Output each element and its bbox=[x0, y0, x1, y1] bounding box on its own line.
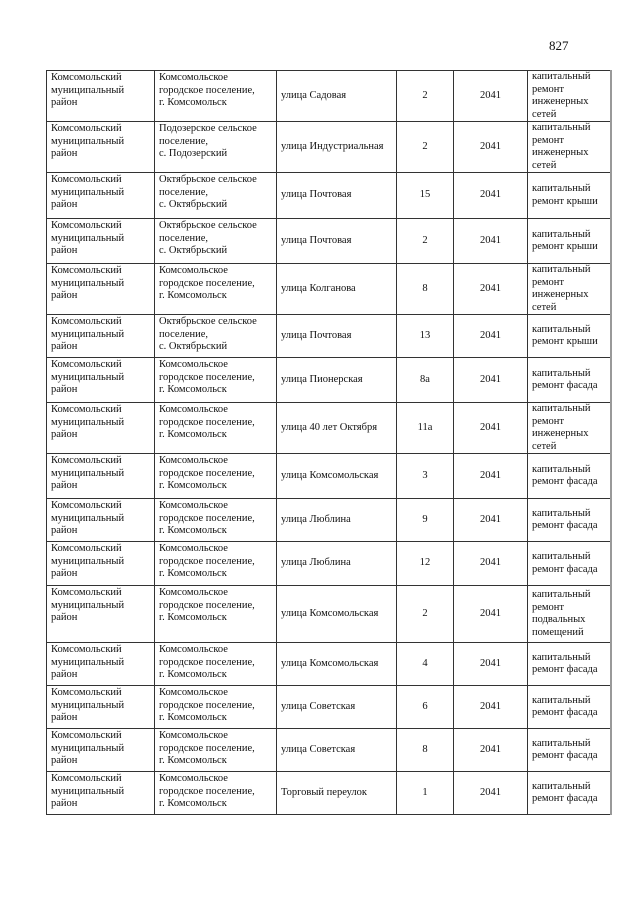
district-cell: Комсомольский муниципальный район bbox=[47, 219, 155, 264]
settlement-cell bbox=[155, 772, 277, 815]
settlement-cell bbox=[155, 499, 277, 542]
street-cell: улица Почтовая bbox=[277, 173, 397, 219]
district-cell: Комсомольский муниципальный район bbox=[47, 686, 155, 729]
work-type-cell: капитальный ремонт инженерных сетей bbox=[528, 71, 611, 122]
table-row bbox=[47, 729, 611, 772]
work-type-cell: капитальный ремонт фасада bbox=[528, 499, 611, 542]
settlement-line: г. Комсомольск bbox=[159, 97, 227, 108]
settlement-cell bbox=[155, 71, 277, 122]
settlement-cell bbox=[155, 315, 277, 358]
settlement-line: Комсомольское bbox=[159, 644, 228, 655]
table-row bbox=[47, 264, 611, 315]
year-cell: 2041 bbox=[454, 643, 528, 686]
settlement-line: городское поселение, bbox=[159, 656, 255, 668]
house-number-cell: 8а bbox=[397, 358, 454, 403]
settlement-line: Комсомольское bbox=[159, 404, 228, 415]
street-cell: улица Люблина bbox=[277, 499, 397, 542]
settlement-line: Комсомольское bbox=[159, 359, 228, 370]
settlement-line: Октябрьское сельское bbox=[159, 220, 257, 231]
street-cell: улица Комсомольская bbox=[277, 643, 397, 686]
table-row bbox=[47, 686, 611, 729]
year-cell: 2041 bbox=[454, 173, 528, 219]
year-cell: 2041 bbox=[454, 586, 528, 643]
settlement-cell bbox=[155, 686, 277, 729]
settlement-line: г. Комсомольск bbox=[159, 290, 227, 301]
house-number-cell: 13 bbox=[397, 315, 454, 358]
house-number-cell: 2 bbox=[397, 71, 454, 122]
street-cell: улица Индустриальная bbox=[277, 122, 397, 173]
settlement-cell bbox=[155, 729, 277, 772]
year-cell: 2041 bbox=[454, 122, 528, 173]
house-number-cell: 2 bbox=[397, 586, 454, 643]
settlement-cell bbox=[155, 264, 277, 315]
settlement-cell bbox=[155, 542, 277, 586]
settlement-line: городское поселение, bbox=[159, 467, 255, 479]
work-type-cell: капитальный ремонт инженерных сетей bbox=[528, 264, 611, 315]
house-number-cell: 4 bbox=[397, 643, 454, 686]
settlement-cell bbox=[155, 403, 277, 454]
year-cell: 2041 bbox=[454, 358, 528, 403]
year-cell: 2041 bbox=[454, 454, 528, 499]
settlement-line: городское поселение, bbox=[159, 699, 255, 711]
settlement-line: поселение, bbox=[159, 135, 209, 147]
table-row bbox=[47, 772, 611, 815]
district-cell: Комсомольский муниципальный район bbox=[47, 586, 155, 643]
street-cell: улица Комсомольская bbox=[277, 454, 397, 499]
year-cell: 2041 bbox=[454, 499, 528, 542]
house-number-cell: 3 bbox=[397, 454, 454, 499]
settlement-line: г. Комсомольск bbox=[159, 669, 227, 680]
table-row bbox=[47, 173, 611, 219]
settlement-line: г. Комсомольск bbox=[159, 612, 227, 623]
settlement-cell bbox=[155, 173, 277, 219]
street-cell: улица Советская bbox=[277, 729, 397, 772]
house-number-cell: 12 bbox=[397, 542, 454, 586]
settlement-line: г. Комсомольск bbox=[159, 568, 227, 579]
settlement-line: Комсомольское bbox=[159, 265, 228, 276]
street-cell: улица Почтовая bbox=[277, 219, 397, 264]
work-type-cell: капитальный ремонт фасада bbox=[528, 643, 611, 686]
district-cell: Комсомольский муниципальный район bbox=[47, 264, 155, 315]
year-cell: 2041 bbox=[454, 403, 528, 454]
street-cell: улица Советская bbox=[277, 686, 397, 729]
settlement-line: городское поселение, bbox=[159, 512, 255, 524]
work-type-cell: капитальный ремонт фасада bbox=[528, 542, 611, 586]
street-cell: улица Комсомольская bbox=[277, 586, 397, 643]
settlement-cell bbox=[155, 586, 277, 643]
settlement-cell bbox=[155, 122, 277, 173]
settlement-cell bbox=[155, 454, 277, 499]
settlement-line: с. Подозерский bbox=[159, 148, 228, 159]
street-cell: улица Садовая bbox=[277, 71, 397, 122]
settlement-line: городское поселение, bbox=[159, 416, 255, 428]
settlement-cell bbox=[155, 219, 277, 264]
table-row bbox=[47, 403, 611, 454]
house-number-cell: 2 bbox=[397, 219, 454, 264]
settlement-line: Комсомольское bbox=[159, 500, 228, 511]
table-row bbox=[47, 454, 611, 499]
settlement-line: Комсомольское bbox=[159, 687, 228, 698]
settlement-line: поселение, bbox=[159, 186, 209, 198]
table-row bbox=[47, 219, 611, 264]
work-type-cell: капитальный ремонт фасада bbox=[528, 729, 611, 772]
year-cell: 2041 bbox=[454, 772, 528, 815]
settlement-line: городское поселение, bbox=[159, 555, 255, 567]
settlement-line: Комсомольское bbox=[159, 730, 228, 741]
table-row bbox=[47, 542, 611, 586]
settlement-cell bbox=[155, 643, 277, 686]
work-type-cell: капитальный ремонт фасада bbox=[528, 358, 611, 403]
district-cell: Комсомольский муниципальный район bbox=[47, 315, 155, 358]
table-row bbox=[47, 122, 611, 173]
house-number-cell: 2 bbox=[397, 122, 454, 173]
settlement-line: с. Октябрьский bbox=[159, 199, 228, 210]
house-number-cell: 1 bbox=[397, 772, 454, 815]
settlement-line: поселение, bbox=[159, 328, 209, 340]
year-cell: 2041 bbox=[454, 71, 528, 122]
settlement-line: городское поселение, bbox=[159, 371, 255, 383]
year-cell: 2041 bbox=[454, 219, 528, 264]
year-cell: 2041 bbox=[454, 686, 528, 729]
district-cell: Комсомольский муниципальный район bbox=[47, 122, 155, 173]
table-row bbox=[47, 358, 611, 403]
year-cell: 2041 bbox=[454, 264, 528, 315]
settlement-line: Октябрьское сельское bbox=[159, 174, 257, 185]
settlement-line: Комсомольское bbox=[159, 773, 228, 784]
settlement-line: поселение, bbox=[159, 232, 209, 244]
settlement-line: городское поселение, bbox=[159, 742, 255, 754]
table-row bbox=[47, 643, 611, 686]
settlement-line: с. Октябрьский bbox=[159, 245, 228, 256]
street-cell: улица Колганова bbox=[277, 264, 397, 315]
house-number-cell: 6 bbox=[397, 686, 454, 729]
work-type-cell: капитальный ремонт подвальных помещений bbox=[528, 586, 611, 643]
work-type-cell: капитальный ремонт крыши bbox=[528, 173, 611, 219]
district-cell: Комсомольский муниципальный район bbox=[47, 729, 155, 772]
district-cell: Комсомольский муниципальный район bbox=[47, 499, 155, 542]
settlement-line: Октябрьское сельское bbox=[159, 316, 257, 327]
settlement-line: Комсомольское bbox=[159, 543, 228, 554]
year-cell: 2041 bbox=[454, 542, 528, 586]
district-cell: Комсомольский муниципальный район bbox=[47, 403, 155, 454]
settlement-line: г. Комсомольск bbox=[159, 384, 227, 395]
settlement-line: городское поселение, bbox=[159, 785, 255, 797]
settlement-cell bbox=[155, 358, 277, 403]
house-number-cell: 11а bbox=[397, 403, 454, 454]
settlement-line: Комсомольское bbox=[159, 587, 228, 598]
settlement-line: г. Комсомольск bbox=[159, 755, 227, 766]
work-type-cell: капитальный ремонт фасада bbox=[528, 772, 611, 815]
year-cell: 2041 bbox=[454, 315, 528, 358]
house-number-cell: 9 bbox=[397, 499, 454, 542]
work-type-cell: капитальный ремонт фасада bbox=[528, 454, 611, 499]
page-number: 827 bbox=[549, 38, 569, 53]
settlement-line: городское поселение, bbox=[159, 277, 255, 289]
work-type-cell: капитальный ремонт инженерных сетей bbox=[528, 403, 611, 454]
work-type-cell: капитальный ремонт крыши bbox=[528, 315, 611, 358]
street-cell: Торговый переулок bbox=[277, 772, 397, 815]
settlement-line: Подозерское сельское bbox=[159, 123, 257, 134]
settlement-line: с. Октябрьский bbox=[159, 341, 228, 352]
street-cell: улица Люблина bbox=[277, 542, 397, 586]
table-row bbox=[47, 71, 611, 122]
settlement-line: Комсомольское bbox=[159, 455, 228, 466]
district-cell: Комсомольский муниципальный район bbox=[47, 772, 155, 815]
house-number-cell: 8 bbox=[397, 729, 454, 772]
table-row bbox=[47, 315, 611, 358]
work-type-cell: капитальный ремонт фасада bbox=[528, 686, 611, 729]
district-cell: Комсомольский муниципальный район bbox=[47, 542, 155, 586]
district-cell: Комсомольский муниципальный район bbox=[47, 173, 155, 219]
settlement-line: г. Комсомольск bbox=[159, 712, 227, 723]
year-cell: 2041 bbox=[454, 729, 528, 772]
work-type-cell: капитальный ремонт крыши bbox=[528, 219, 611, 264]
work-type-cell: капитальный ремонт инженерных сетей bbox=[528, 122, 611, 173]
street-cell: улица Почтовая bbox=[277, 315, 397, 358]
settlement-line: Комсомольское bbox=[159, 72, 228, 83]
settlement-line: г. Комсомольск bbox=[159, 429, 227, 440]
street-cell: улица 40 лет Октября bbox=[277, 403, 397, 454]
street-cell: улица Пионерская bbox=[277, 358, 397, 403]
district-cell: Комсомольский муниципальный район bbox=[47, 71, 155, 122]
repair-schedule-table bbox=[46, 70, 612, 815]
table-row bbox=[47, 586, 611, 643]
settlement-line: г. Комсомольск bbox=[159, 480, 227, 491]
house-number-cell: 8 bbox=[397, 264, 454, 315]
settlement-line: городское поселение, bbox=[159, 599, 255, 611]
district-cell: Комсомольский муниципальный район bbox=[47, 643, 155, 686]
table-row bbox=[47, 499, 611, 542]
settlement-line: городское поселение, bbox=[159, 84, 255, 96]
district-cell: Комсомольский муниципальный район bbox=[47, 358, 155, 403]
district-cell: Комсомольский муниципальный район bbox=[47, 454, 155, 499]
house-number-cell: 15 bbox=[397, 173, 454, 219]
settlement-line: г. Комсомольск bbox=[159, 798, 227, 809]
settlement-line: г. Комсомольск bbox=[159, 525, 227, 536]
